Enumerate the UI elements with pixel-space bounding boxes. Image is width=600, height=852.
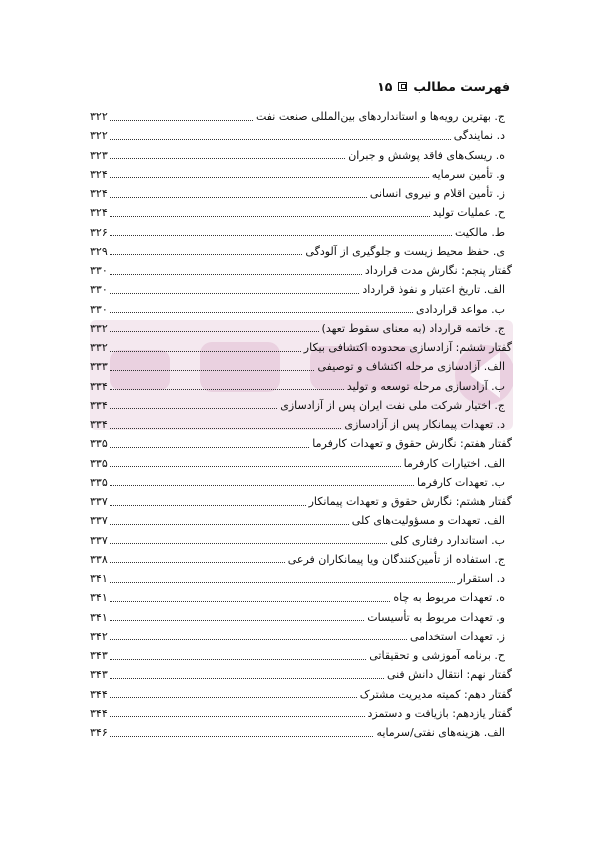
toc-entry <box>90 396 513 415</box>
toc-entry <box>90 608 513 627</box>
dot-leader <box>110 630 407 642</box>
toc-entry-label: گفتار پنجم: نگارش مدت قرارداد <box>364 264 512 278</box>
dot-leader <box>110 438 309 450</box>
toc-entry-label: ج. بهترین رویه‌ها و استانداردهای بین‌المللی صنعت نفت <box>255 110 505 124</box>
toc-entry <box>90 704 513 723</box>
toc-entry <box>90 146 513 165</box>
toc-entry <box>90 107 513 126</box>
dot-leader <box>110 342 301 354</box>
dot-leader <box>110 207 430 219</box>
toc-entry <box>90 165 513 184</box>
toc-entry <box>90 492 513 511</box>
header-page-number: ۱۵ <box>377 78 393 94</box>
toc-entry-label: گفتار هفتم: نگارش حقوق و تعهدات کارفرما <box>312 437 512 451</box>
toc-entry <box>90 203 513 222</box>
toc-entry <box>90 338 513 357</box>
toc-entry-label: ح. عملیات تولید <box>432 206 505 220</box>
toc-entry-label: گفتار هشتم: نگارش حقوق و تعهدات پیمانکار <box>308 495 512 509</box>
toc-entry <box>90 261 513 280</box>
dot-leader <box>110 476 414 488</box>
table-of-contents <box>90 107 513 742</box>
toc-entry <box>90 531 513 550</box>
toc-entry-page: ۳۳۸ <box>90 552 108 566</box>
toc-entry-label: الف. تاریخ اعتبار و نفوذ قرارداد <box>362 283 505 297</box>
toc-entry-label: گفتار ششم: آزادسازی محدوده اکتشافی بیکار <box>303 341 512 355</box>
toc-entry-page: ۳۳۲ <box>90 321 108 335</box>
toc-entry-label: ب. استاندارد رفتاری کلی <box>390 533 505 547</box>
page-header <box>90 74 510 98</box>
dot-leader <box>110 130 451 142</box>
dot-leader <box>110 573 455 585</box>
dot-leader <box>110 592 390 604</box>
toc-entry <box>90 184 513 203</box>
dot-leader <box>110 496 306 508</box>
dot-leader <box>110 226 452 238</box>
toc-entry <box>90 550 513 569</box>
dot-leader <box>110 534 387 546</box>
toc-entry <box>90 511 513 530</box>
toc-entry-label: د. استقرار <box>457 572 505 586</box>
toc-entry-page: ۳۴۲ <box>90 629 108 643</box>
dot-leader <box>110 707 365 719</box>
toc-entry-page: ۳۴۱ <box>90 572 108 586</box>
toc-entry-label: گفتار نهم: انتقال دانش فنی <box>386 668 512 682</box>
toc-entry <box>90 319 513 338</box>
toc-entry-label: ب. آزادسازی مرحله توسعه و تولید <box>346 379 505 393</box>
toc-entry-page: ۳۲۲ <box>90 110 108 124</box>
toc-entry-label: الف. آزادسازی مرحله اکتشاف و توصیفی <box>317 360 505 374</box>
toc-entry <box>90 723 513 742</box>
toc-entry-label: الف. اختیارات کارفرما <box>403 456 505 470</box>
toc-entry-page: ۳۴۱ <box>90 610 108 624</box>
toc-entry-page: ۳۳۷ <box>90 514 108 528</box>
toc-entry-label: ط. مالکیت <box>455 225 505 239</box>
toc-entry-label: د. نمایندگی <box>453 129 505 143</box>
toc-entry <box>90 377 513 396</box>
toc-entry-page: ۳۳۵ <box>90 456 108 470</box>
dot-leader <box>110 611 364 623</box>
toc-entry <box>90 357 513 376</box>
toc-entry-label: ی. حفظ محیط زیست و جلوگیری از آلودگی <box>305 244 505 258</box>
square-bullet-icon <box>398 82 407 91</box>
header-title: فهرست مطالب <box>413 78 510 94</box>
toc-entry-label: گفتار دهم: کمیته مدیریت مشترک <box>359 687 512 701</box>
toc-entry-page: ۳۳۴ <box>90 398 108 412</box>
toc-entry <box>90 569 513 588</box>
toc-entry <box>90 415 513 434</box>
dot-leader <box>110 688 357 700</box>
toc-entry-label: ز. تأمین اقلام و نیروی انسانی <box>369 187 505 201</box>
toc-entry-label: ه. ریسک‌های فاقد پوشش و جبران <box>348 148 505 162</box>
toc-entry <box>90 126 513 145</box>
toc-entry-label: ج. خاتمه قرارداد (به معنای سقوط تعهد) <box>321 321 505 335</box>
toc-entry <box>90 473 513 492</box>
dot-leader <box>110 650 366 662</box>
toc-entry-page: ۳۳۴ <box>90 418 108 432</box>
toc-entry-label: ب. مواعد قراردادی <box>416 302 505 316</box>
toc-entry-page: ۳۴۶ <box>90 726 108 740</box>
toc-entry-label: گفتار یازدهم: بازیافت و دستمزد <box>367 706 512 720</box>
toc-entry-page: ۳۲۳ <box>90 148 108 162</box>
toc-entry-page: ۳۳۴ <box>90 379 108 393</box>
toc-entry <box>90 665 513 684</box>
toc-entry-label: ه. تعهدات مربوط به چاه <box>393 591 505 605</box>
toc-entry-label: ج. استفاده از تأمین‌کنندگان ویا پیمانکاران فرعی <box>287 552 505 566</box>
dot-leader <box>110 380 344 392</box>
toc-entry-page: ۳۳۷ <box>90 533 108 547</box>
toc-entry-page: ۳۴۳ <box>90 668 108 682</box>
toc-entry-page: ۳۴۱ <box>90 591 108 605</box>
toc-entry-label: و. تعهدات مربوط به تأسیسات <box>367 610 505 624</box>
dot-leader <box>110 188 367 200</box>
dot-leader <box>110 457 401 469</box>
toc-entry-page: ۳۳۵ <box>90 475 108 489</box>
toc-entry-page: ۳۴۴ <box>90 687 108 701</box>
dot-leader <box>110 303 413 315</box>
toc-entry <box>90 627 513 646</box>
toc-entry <box>90 280 513 299</box>
toc-entry <box>90 434 513 453</box>
dot-leader <box>110 245 302 257</box>
toc-entry-page: ۳۴۴ <box>90 706 108 720</box>
toc-entry-page: ۳۲۴ <box>90 206 108 220</box>
toc-entry-page: ۳۳۰ <box>90 302 108 316</box>
toc-entry-label: ج. اختیار شرکت ملی نفت ایران پس از آزادسازی <box>280 398 505 412</box>
dot-leader <box>110 111 253 123</box>
dot-leader <box>110 168 429 180</box>
dot-leader <box>110 669 384 681</box>
toc-entry-page: ۳۲۹ <box>90 244 108 258</box>
toc-entry <box>90 242 513 261</box>
toc-entry-label: ب. تعهدات کارفرما <box>417 475 505 489</box>
dot-leader <box>110 361 314 373</box>
dot-leader <box>110 419 341 431</box>
toc-entry-label: الف. تعهدات و مسؤولیت‌های کلی <box>351 514 505 528</box>
dot-leader <box>110 553 285 565</box>
toc-entry <box>90 454 513 473</box>
toc-entry-page: ۳۳۰ <box>90 283 108 297</box>
toc-entry-page: ۳۲۶ <box>90 225 108 239</box>
toc-entry-label: و. تأمین سرمایه <box>431 167 505 181</box>
dot-leader <box>110 265 362 277</box>
toc-entry-page: ۳۳۵ <box>90 437 108 451</box>
toc-entry-label: ح. برنامه آموزشی و تحقیقاتی <box>369 649 505 663</box>
toc-entry-page: ۳۲۲ <box>90 129 108 143</box>
toc-entry-page: ۳۳۰ <box>90 264 108 278</box>
dot-leader <box>110 322 319 334</box>
toc-entry-page: ۳۲۴ <box>90 187 108 201</box>
toc-entry-page: ۳۲۴ <box>90 167 108 181</box>
toc-entry <box>90 588 513 607</box>
toc-entry <box>90 300 513 319</box>
toc-entry-page: ۳۴۳ <box>90 649 108 663</box>
toc-entry-page: ۳۳۷ <box>90 495 108 509</box>
dot-leader <box>110 727 373 739</box>
toc-entry <box>90 223 513 242</box>
dot-leader <box>110 515 349 527</box>
dot-leader <box>110 399 277 411</box>
toc-entry-page: ۳۳۳ <box>90 360 108 374</box>
dot-leader <box>110 149 345 161</box>
toc-entry <box>90 685 513 704</box>
toc-entry-label: الف. هزینه‌های نفتی/سرمایه <box>376 726 505 740</box>
toc-entry-label: د. تعهدات پیمانکار پس از آزادسازی <box>344 418 505 432</box>
toc-entry-label: ز. تعهدات استخدامی <box>409 629 505 643</box>
toc-entry-page: ۳۳۲ <box>90 341 108 355</box>
dot-leader <box>110 284 359 296</box>
toc-entry <box>90 646 513 665</box>
